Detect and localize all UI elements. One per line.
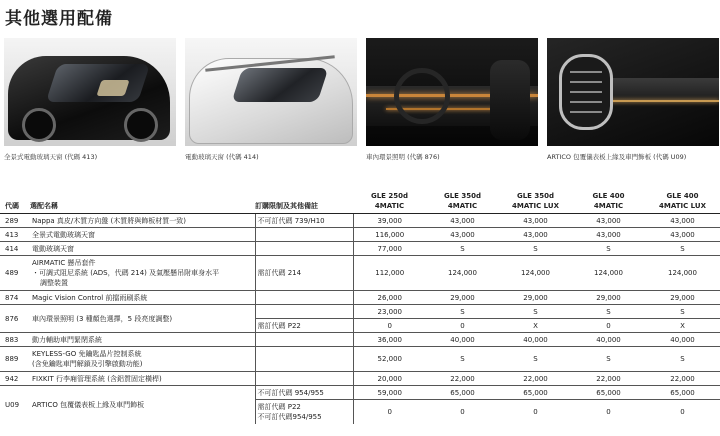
table-cell: S [499,347,572,372]
table-cell: 0 [499,400,572,425]
table-cell: 全景式電動玻璃天窗 [30,228,255,242]
cell-text-line: GLE 350d [443,192,482,200]
table-cell: 需訂代碼 P22 [255,319,353,333]
cell-text-line: 4MATIC LUX [512,202,559,210]
table-cell: 39,000 [353,214,426,228]
table-cell: 59,000 [353,386,426,400]
table-cell [255,242,353,256]
photo-caption-3: 車內環景照明 (代碼 876) [366,153,440,161]
table-row [0,305,720,319]
table-cell: 876 [0,305,30,333]
table-cell: 43,000 [426,214,499,228]
table-cell: 874 [0,291,30,305]
table-cell [255,347,353,372]
table-cell [255,228,353,242]
table-cell: Magic Vision Control 前擋雨刷系統 [30,291,255,305]
cell-text-line: ・可調式阻尼系統 (ADS，代碼 214) 及氣壓懸吊附車身水平 [32,269,220,277]
table-cell: S [499,305,572,319]
cell-text-line: GLE 250d [370,192,409,200]
table-cell: 43,000 [572,214,645,228]
sunroof-black-car-image [4,38,176,146]
table-cell: 489 [0,256,30,291]
table-cell: 124,000 [426,256,499,291]
table-cell: 889 [0,347,30,372]
table-cell [30,256,255,291]
table-cell: 65,000 [499,386,572,400]
table-cell: 22,000 [572,372,645,386]
table-cell [255,305,353,319]
table-cell: 36,000 [353,333,426,347]
cell-text-line: 4MATIC [374,202,405,210]
cell-text-line: AIRMATIC 懸吊套件 [32,259,96,267]
table-cell: 20,000 [353,372,426,386]
table-cell: Nappa 真皮/木質方向盤 (木質將與飾板材質一致) [30,214,255,228]
table-cell: 車內環景照明 (3 種顏色選擇，5 段亮度調整) [30,305,255,333]
header-model-3 [499,187,572,214]
photo-caption-1: 全景式電動玻璃天窗 (代碼 413) [4,153,98,161]
table-cell: 22,000 [499,372,572,386]
photo-caption-4: ARTICO 包覆儀表板上緣及車門飾板 (代碼 U09) [547,153,687,161]
header-restriction: 訂購限制及其他備註 [255,187,353,214]
table-cell: S [572,242,645,256]
table-cell: S [426,305,499,319]
table-cell: 0 [426,319,499,333]
table-cell: 29,000 [645,291,720,305]
header-name: 選配名稱 [30,187,255,214]
table-cell: 29,000 [499,291,572,305]
table-cell: 22,000 [426,372,499,386]
photo-caption-2: 電動玻璃天窗 (代碼 414) [185,153,259,161]
table-cell: 40,000 [499,333,572,347]
options-price-table [0,187,720,424]
table-row [0,214,720,228]
table-cell: X [645,319,720,333]
header-model-4 [572,187,645,214]
table-cell: 0 [353,400,426,425]
table-cell: 22,000 [645,372,720,386]
cell-text-line: GLE 400 [666,192,699,200]
table-cell: U09 [0,386,30,425]
ambient-lighting-interior-image [366,38,538,146]
table-cell [255,372,353,386]
table-cell: S [645,305,720,319]
table-cell: 43,000 [645,214,720,228]
table-cell: S [645,242,720,256]
table-cell: 413 [0,228,30,242]
table-cell: 112,000 [353,256,426,291]
table-cell: 0 [353,319,426,333]
table-row [0,256,720,291]
table-cell: 883 [0,333,30,347]
table-row [0,242,720,256]
table-cell [255,333,353,347]
table-row [0,291,720,305]
cell-text-line: GLE 400 [592,192,625,200]
cell-text-line: KEYLESS-GO 免鑰匙晶片控制系統 [32,350,142,358]
table-cell: 77,000 [353,242,426,256]
table-cell: 43,000 [499,228,572,242]
table-cell: 0 [572,400,645,425]
table-row [0,347,720,372]
table-cell: 0 [426,400,499,425]
table-row [0,372,720,386]
table-cell: 43,000 [426,228,499,242]
header-code: 代碼 [0,187,30,214]
table-cell: S [426,242,499,256]
cell-text-line: GLE 350d [516,192,555,200]
table-cell: 26,000 [353,291,426,305]
table-cell [255,400,353,425]
table-cell: 116,000 [353,228,426,242]
table-cell: 124,000 [645,256,720,291]
cell-text-line: (含免鑰匙車門解鎖及引擎啟動功能) [32,360,143,368]
table-cell: 29,000 [572,291,645,305]
cell-text-line: 調整裝置 [40,279,68,287]
table-cell: 65,000 [572,386,645,400]
cell-text-line: 4MATIC LUX [659,202,706,210]
table-cell: 電動玻璃天窗 [30,242,255,256]
table-cell: 40,000 [645,333,720,347]
table-cell: 不可訂代碼 954/955 [255,386,353,400]
header-model-2 [426,187,499,214]
table-row [0,386,720,400]
table-cell: 不可訂代碼 739/H10 [255,214,353,228]
table-cell: 40,000 [426,333,499,347]
table-cell: 289 [0,214,30,228]
table-cell: 40,000 [572,333,645,347]
table-row [0,228,720,242]
cell-text-line: 需訂代碼 P22 [257,403,301,411]
header-model-1 [353,187,426,214]
table-cell: S [572,305,645,319]
table-cell: S [572,347,645,372]
table-cell: FIXKIT 行李廂管理系統 (含鋁質固定橫桿) [30,372,255,386]
table-cell: 29,000 [426,291,499,305]
table-cell: 414 [0,242,30,256]
header-model-5 [645,187,720,214]
table-cell: 動力輔助車門緊閉系統 [30,333,255,347]
cell-text-line: 4MATIC [447,202,478,210]
artico-dashboard-image [547,38,719,146]
sunroof-white-car-image [185,38,357,146]
table-cell: 43,000 [645,228,720,242]
page-title: 其他選用配備 [5,9,113,29]
table-cell: 需訂代碼 214 [255,256,353,291]
table-cell [30,347,255,372]
table-cell: 43,000 [499,214,572,228]
table-row [0,333,720,347]
table-cell: X [499,319,572,333]
table-cell [255,291,353,305]
table-cell: 52,000 [353,347,426,372]
table-cell: S [645,347,720,372]
table-cell: 124,000 [499,256,572,291]
table-cell: 0 [645,400,720,425]
table-cell: S [499,242,572,256]
table-cell: 23,000 [353,305,426,319]
cell-text-line: 4MATIC [593,202,624,210]
table-cell: 124,000 [572,256,645,291]
table-cell: 43,000 [572,228,645,242]
table-cell: S [426,347,499,372]
table-cell: 0 [572,319,645,333]
cell-text-line: 不可訂代碼954/955 [257,413,322,421]
table-cell: 65,000 [426,386,499,400]
table-cell: ARTICO 包覆儀表板上緣及車門飾板 [30,386,255,425]
table-cell: 942 [0,372,30,386]
table-cell: 65,000 [645,386,720,400]
table-header-row [0,187,720,214]
